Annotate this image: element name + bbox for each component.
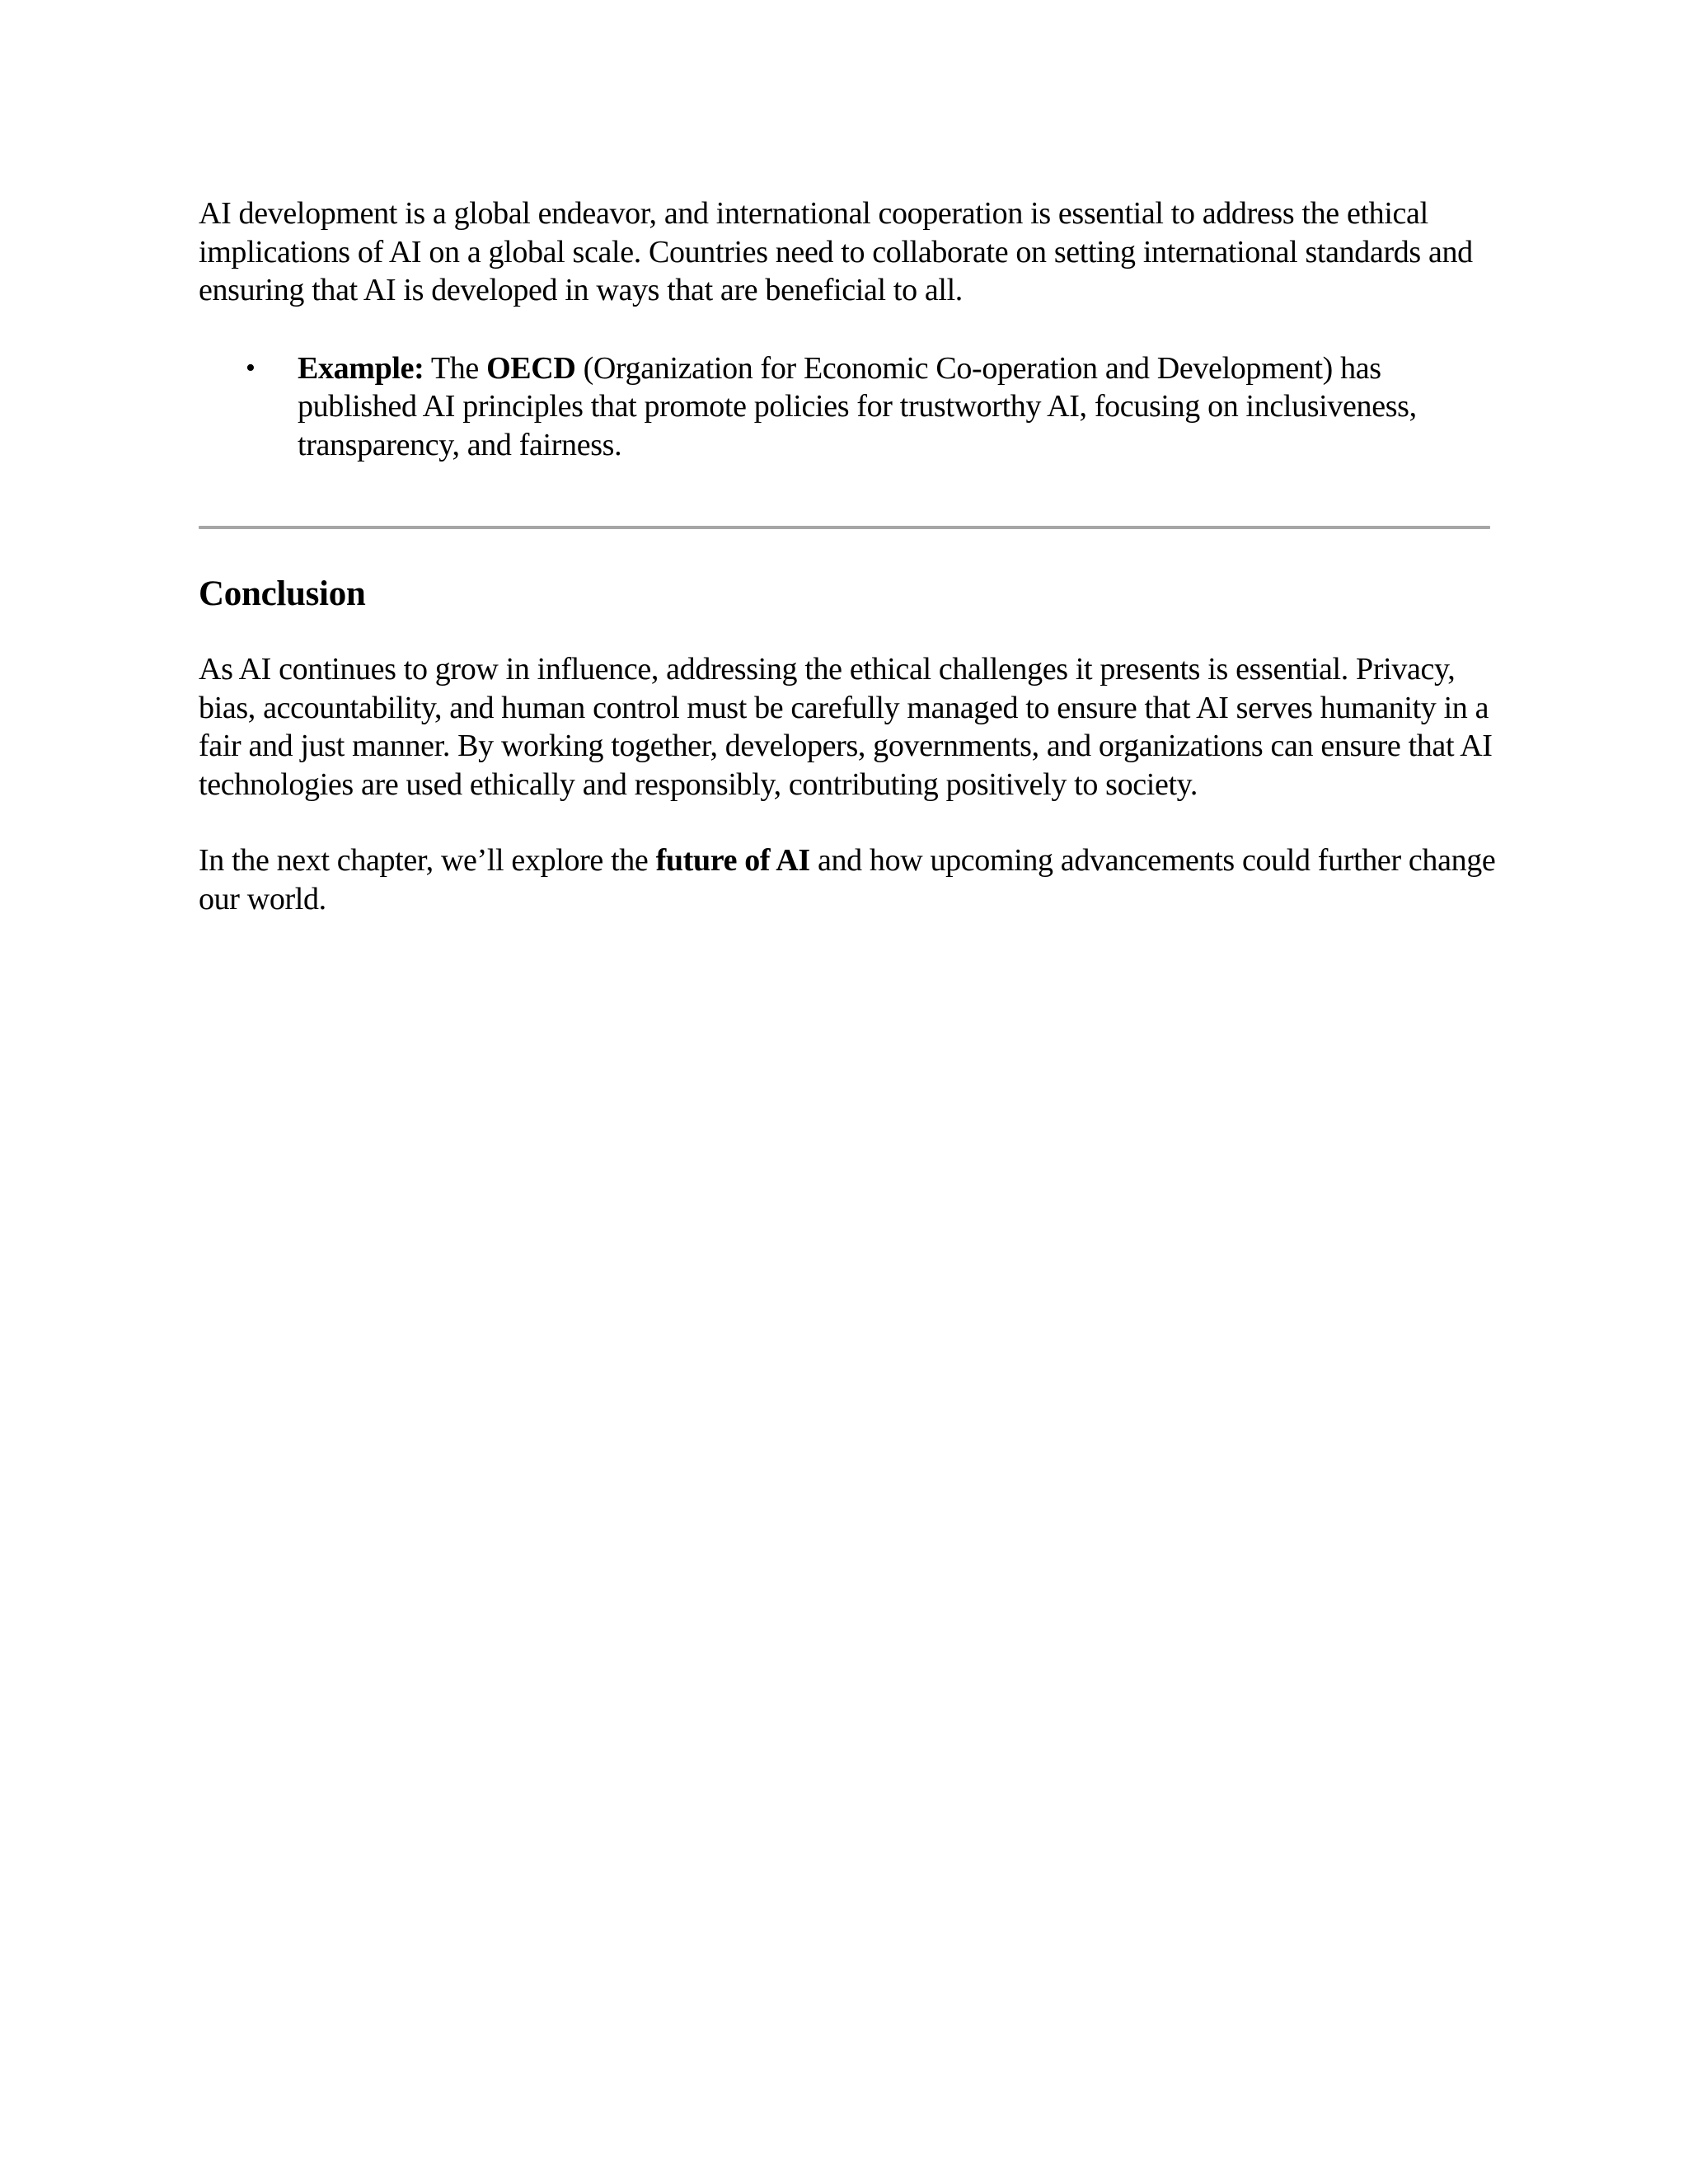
conclusion-heading: Conclusion bbox=[199, 574, 366, 613]
bullet-icon: • bbox=[246, 352, 256, 383]
oecd-term: OECD bbox=[486, 350, 576, 386]
intro-paragraph: AI development is a global endeavor, and international cooperation is essential to address the ethical implications of AI on a global scale. Countries need to collaborate on setting international standards and ensuring that AI is developed in ways that are beneficial to all. bbox=[199, 196, 1473, 307]
future-of-ai-term: future of AI bbox=[655, 843, 810, 878]
example-text-post: (Organization for Economic Co-operation and Development) has published AI principles that promote policies for trustworthy AI, focusing on inclusiveness, transparency, and fairness. bbox=[298, 350, 1417, 462]
list-item bbox=[199, 349, 1501, 465]
example-list bbox=[199, 349, 1501, 465]
next-chapter-text-pre: In the next chapter, we’ll explore the bbox=[199, 843, 656, 878]
example-label: Example: bbox=[298, 350, 424, 386]
section-divider bbox=[199, 526, 1490, 529]
next-chapter-paragraph bbox=[199, 841, 1501, 918]
page-content bbox=[199, 194, 1501, 918]
example-text-pre: The bbox=[424, 350, 487, 386]
next-chapter-text-post: and how upcoming advancements could further change our world. bbox=[199, 843, 1496, 916]
conclusion-paragraph: As AI continues to grow in influence, addressing the ethical challenges it presents is essential. Privacy, bias, accountability, and human control must be carefully managed to ensure that AI serves humanity in a fair and just manner. By working together, developers, governments, and organizations can ensure that AI technologies are used ethically and responsibly, contributing positively to society. bbox=[199, 652, 1493, 802]
